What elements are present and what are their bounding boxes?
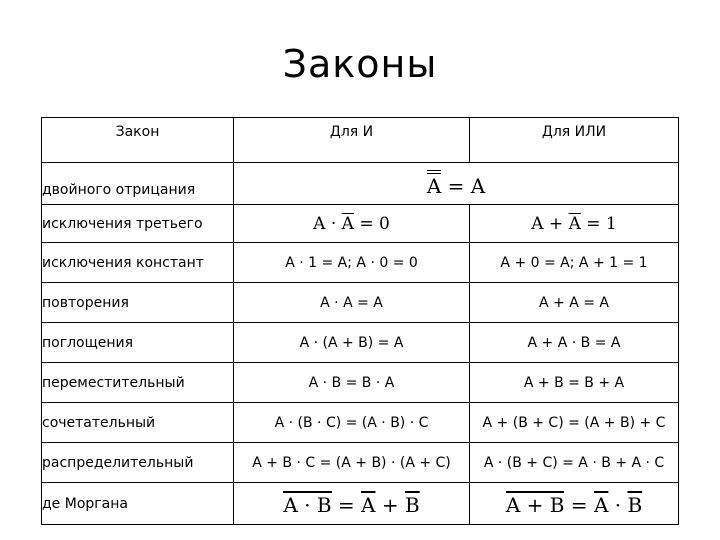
formula-or: A + A = A (470, 283, 679, 323)
law-name: сочетательный (42, 403, 234, 443)
formula-and: A + B · C = (A + B) · (A + C) (234, 443, 470, 483)
law-name: де Моргана (42, 483, 234, 525)
formula-and (234, 205, 470, 243)
table-row (42, 443, 679, 483)
table-row (42, 163, 679, 205)
header-or: Для ИЛИ (470, 118, 679, 163)
formula-and: A · (A + B) = A (234, 323, 470, 363)
formula-and (234, 483, 470, 525)
formula-or: A · (B + C) = A · B + A · C (470, 443, 679, 483)
law-name: исключения третьего (42, 205, 234, 243)
formula-or: A + (B + C) = (A + B) + C (470, 403, 679, 443)
table-row (42, 283, 679, 323)
formula-merged (234, 163, 679, 205)
table-row (42, 243, 679, 283)
formula-and: A · B = B · A (234, 363, 470, 403)
header-law: Закон (42, 118, 234, 163)
formula-or: A + B = B + A (470, 363, 679, 403)
header-and: Для И (234, 118, 470, 163)
law-name: поглощения (42, 323, 234, 363)
laws-table (41, 117, 679, 525)
page-title: Законы (282, 42, 438, 86)
table-header-row (42, 118, 679, 163)
law-name: исключения констант (42, 243, 234, 283)
law-name: распределительный (42, 443, 234, 483)
double-negation-formula: A = A (427, 174, 485, 198)
table-row (42, 323, 679, 363)
formula-and: A · A = A (234, 283, 470, 323)
de-morgan-and-formula: $A \cdot B = \overline{A} + \overline{B}$ (283, 492, 420, 517)
law-name: переместительный (42, 363, 234, 403)
formula-or: A + A · B = A (470, 323, 679, 363)
formula-or (470, 205, 679, 243)
table-row (42, 205, 679, 243)
formula-or (470, 483, 679, 525)
formula-and: A · (B · C) = (A · B) · C (234, 403, 470, 443)
excluded-middle-and-formula: $A \cdot \overline{A} = 0$ (313, 213, 390, 234)
table-row (42, 363, 679, 403)
excluded-middle-or-formula: $A + \overline{A} = 1$ (531, 213, 617, 234)
law-name: двойного отрицания (42, 163, 234, 205)
formula-and: A · 1 = A; A · 0 = 0 (234, 243, 470, 283)
de-morgan-or-formula: $A + B = \overline{A} \cdot \overline{B}$ (505, 492, 643, 517)
table-row (42, 403, 679, 443)
law-name: повторения (42, 283, 234, 323)
table-row (42, 483, 679, 525)
formula-or: A + 0 = A; A + 1 = 1 (470, 243, 679, 283)
